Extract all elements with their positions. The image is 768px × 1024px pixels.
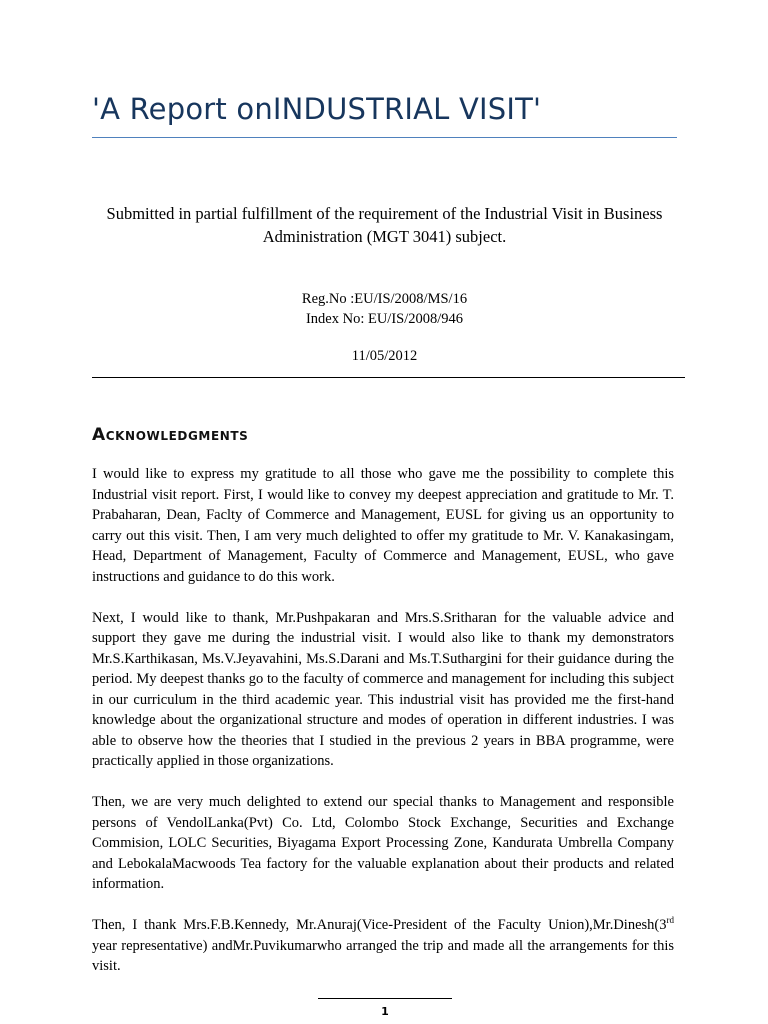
- paragraph-4-text-b: year representative) andMr.Puvikumarwho arranged the trip and made all the arrangements for this visit.: [92, 937, 674, 974]
- page-number: 1: [381, 1005, 389, 1018]
- paragraph-3: Then, we are very much delighted to extend our special thanks to Management and responsible persons of VendolLanka(Pvt) Co. Ltd, Colombo Stock Exchange, Securities and Exchange Commision, LOLC Securities, Biyagama Export Processing Zone, Kandurata Umbrella Company and LebokalaMacwoods Tea factory for the valuable explanation about their products and related information.: [92, 794, 674, 892]
- report-date: 11/05/2012: [351, 348, 418, 364]
- ordinal-superscript: rd: [666, 915, 674, 926]
- footer-rule: [318, 998, 452, 999]
- section-divider: [92, 377, 685, 378]
- report-title: 'A Report onINDUSTRIAL VISIT': [92, 92, 542, 126]
- title-underline: [92, 137, 677, 138]
- registration-number: Reg.No :EU/IS/2008/MS/16: [301, 291, 468, 307]
- paragraph-2: Next, I would like to thank, Mr.Pushpakaran and Mrs.S.Sritharan for the valuable advice and support they gave me during the industrial visit. I would also like to thank my demonstrators Mr.S.Karthikasan, Ms.V.Jeyavahini, Ms.S.Darani and Ms.T.Suthargini for their guidance during the period. My deepest thanks go to the faculty of commerce and management for including this subject in our curriculum in the third academic year. This industrial visit has provided me the first-hand knowledge about the organizational structure and modes of operation in different industries. I was able to observe how the theories that I studied in the previous 2 years in BBA programme, were practically applied in those organizations.: [92, 609, 674, 769]
- acknowledgments-body: [92, 464, 674, 977]
- index-number: Index No: EU/IS/2008/946: [305, 311, 464, 327]
- paragraph-4-text-a: Then, I thank Mrs.F.B.Kennedy, Mr.Anuraj(Vice-President of the Faculty Union),Mr.Dinesh(3: [92, 917, 667, 933]
- acknowledgments-heading: Acknowledgments: [92, 425, 249, 445]
- paragraph-1: I would like to express my gratitude to all those who gave me the possibility to complete this Industrial visit report. First, I would like to convey my deepest appreciation and gratitude to Mr. T. Prabaharan, Dean, Faclty of Commerce and Management, EUSL for giving us an opportunity to carry out this visit. Then, I am very much delighted to offer my gratitude to Mr. V. Kanakasingam, Head, Department of Management, Faculty of Commerce and Management, EUSL, who gave instructions and guidance to do this work.: [92, 466, 674, 585]
- paragraph-4: [92, 915, 674, 977]
- submission-statement: Submitted in partial fulfillment of the requirement of the Industrial Visit in Business Administration (MGT 3041) subject.: [106, 204, 663, 246]
